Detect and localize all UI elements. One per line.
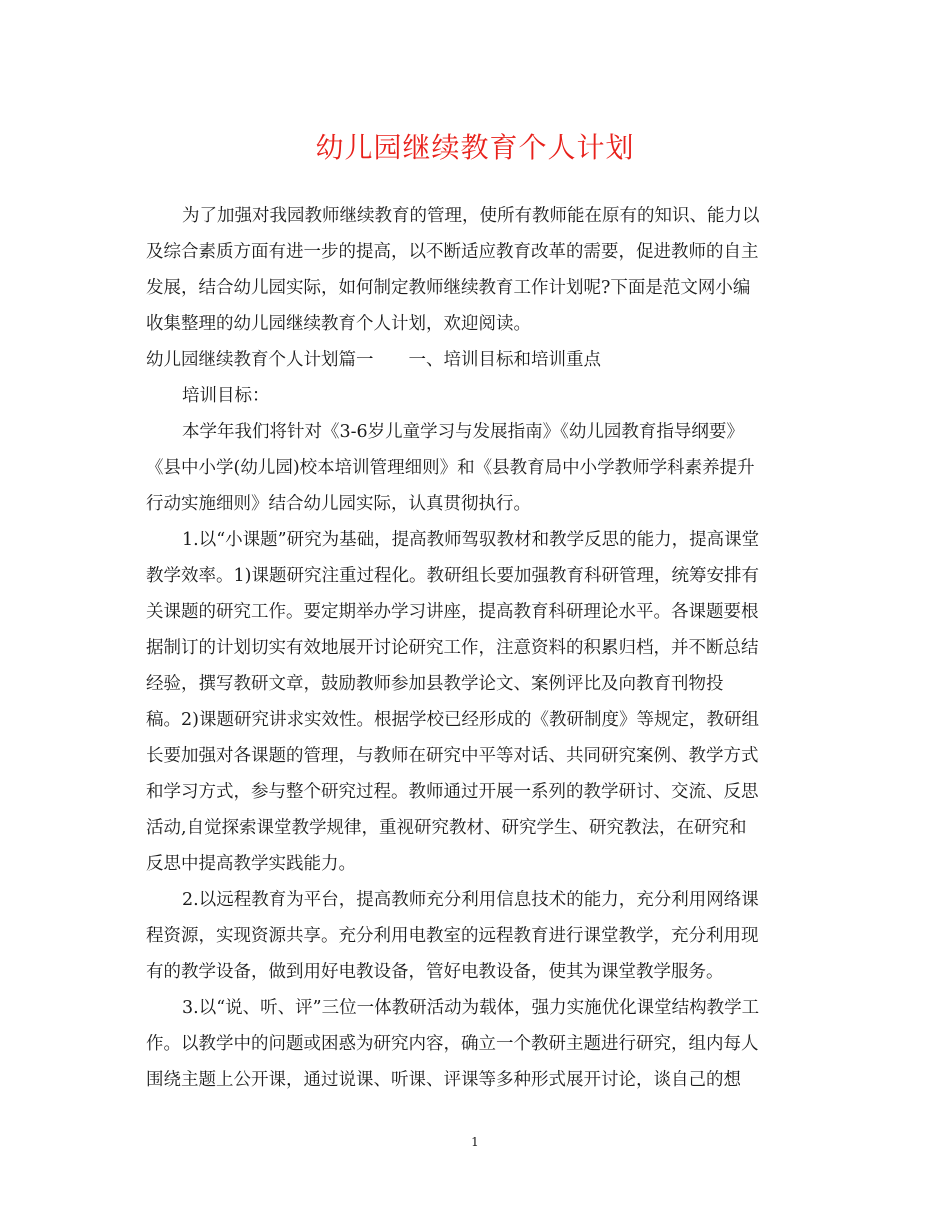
text-line: 经验，撰写教研文章，鼓励教师参加县教学论文、案例评比及向教育刊物投 [146,674,724,694]
text-line: 活动,自觉探索课堂教学规律，重视研究教材、研究学生、研究教法，在研究和 [146,818,747,838]
text-line: 和学习方式，参与整个研究过程。教师通过开展一系列的教学研讨、交流、反思 [146,782,759,802]
text-line: 幼儿园继续教育个人计划篇一 一、培训目标和培训重点 [146,350,601,370]
text-line: 反思中提高教学实践能力。 [146,854,356,874]
text-line: 行动实施细则》结合幼儿园实际，认真贯彻执行。 [146,494,531,514]
text-line: 围绕主题上公开课，通过说课、听课、评课等多种形式展开讨论，谈自己的想 [146,1070,741,1090]
text-line: 2.以远程教育为平台，提高教师充分利用信息技术的能力，充分利用网络课 [182,890,759,910]
text-line: 据制订的计划切实有效地展开讨论研究工作，注意资料的积累归档，并不断总结 [146,638,759,658]
text-line: 发展，结合幼儿园实际，如何制定教师继续教育工作计划呢?下面是范文网小编 [146,278,751,298]
text-line: 本学年我们将针对《3-6岁儿童学习与发展指南》《幼儿园教育指导纲要》 [182,422,744,442]
text-line: 长要加强对各课题的管理，与教师在研究中平等对话、共同研究案例、教学方式 [146,746,759,766]
text-line: 有的教学设备，做到用好电教设备，管好电教设备，使其为课堂教学服务。 [146,962,724,982]
text-line: 作。以教学中的问题或困惑为研究内容，确立一个教研主题进行研究，组内每人 [146,1034,759,1054]
text-line: 及综合素质方面有进一步的提高，以不断适应教育改革的需要，促进教师的自主 [146,242,759,262]
text-line: 教学效率。1)课题研究注重过程化。教研组长要加强教育科研管理，统筹安排有 [146,566,759,586]
document-body [146,198,806,1098]
text-line: 培训目标： [182,386,270,406]
text-line: 关课题的研究工作。要定期举办学习讲座，提高教育科研理论水平。各课题要根 [146,602,759,622]
text-line: 1.以“小课题”研究为基础，提高教师驾驭教材和教学反思的能力，提高课堂 [182,530,760,550]
text-line: 收集整理的幼儿园继续教育个人计划，欢迎阅读。 [146,314,531,334]
text-line: 稿。2)课题研究讲求实效性。根据学校已经形成的《教研制度》等规定，教研组 [146,710,759,730]
text-line: 3.以“说、听、评”三位一体教研活动为载体，强力实施优化课堂结构教学工 [182,998,760,1018]
text-line: 程资源，实现资源共享。充分利用电教室的远程教育进行课堂教学，充分利用现 [146,926,759,946]
page-number: 1 [471,1135,479,1149]
text-line: 《县中小学(幼儿园)校本培训管理细则》和《县教育局中小学教师学科素养提升 [146,458,755,478]
document-title: 幼儿园继续教育个人计划 [315,131,635,164]
text-line: 为了加强对我园教师继续教育的管理，使所有教师能在原有的知识、能力以 [182,206,760,226]
